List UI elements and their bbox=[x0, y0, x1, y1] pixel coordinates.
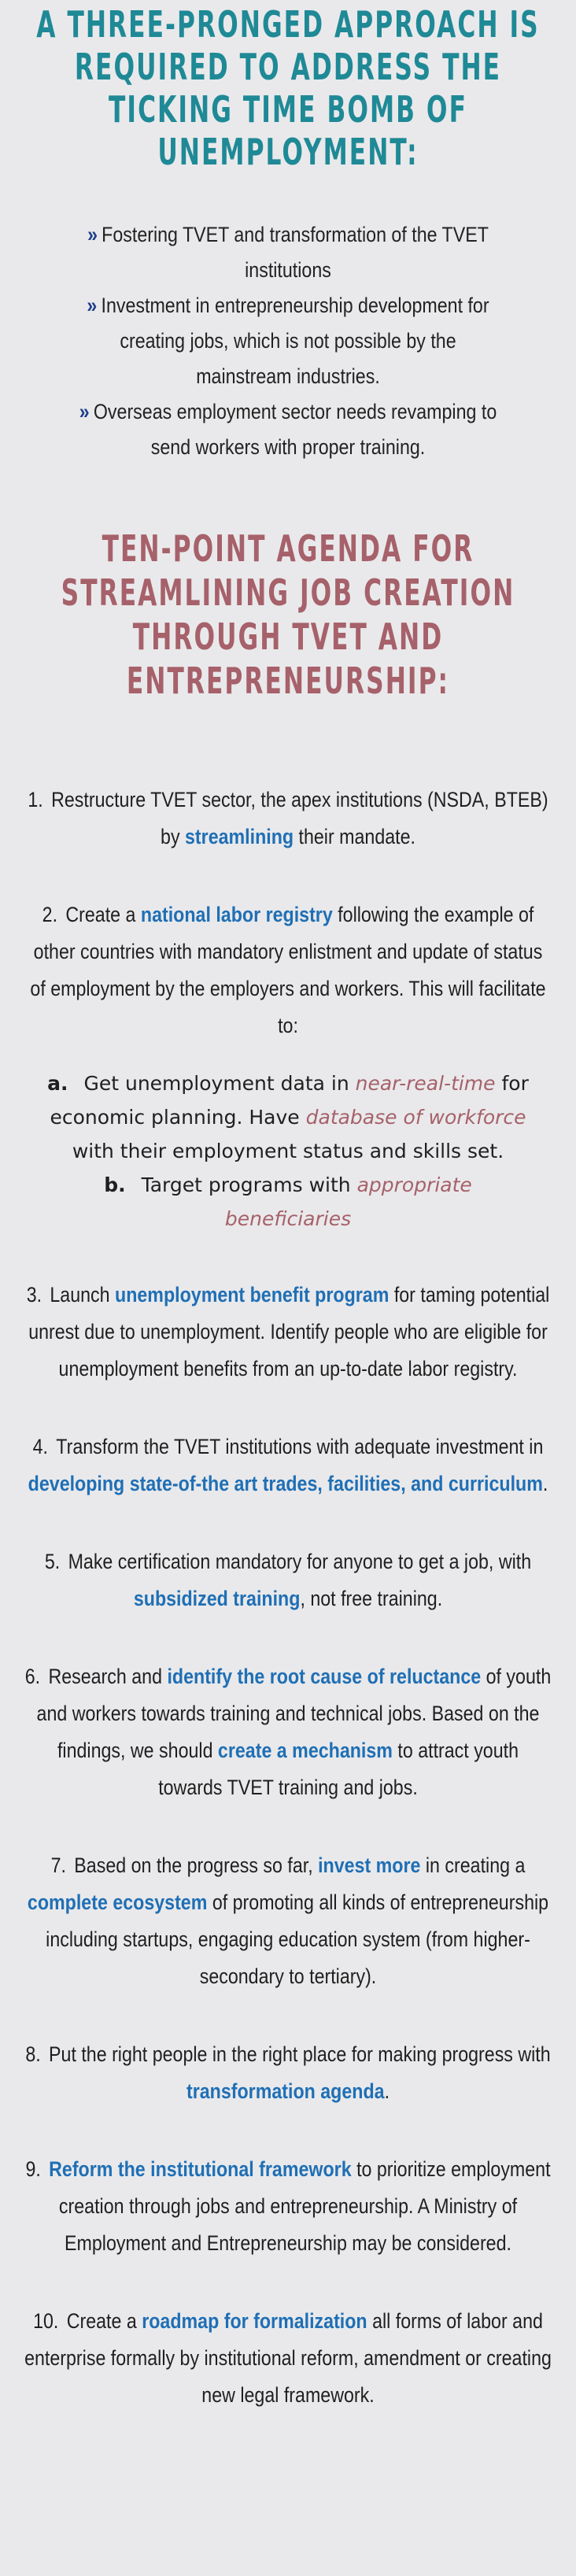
highlight-term: invest more bbox=[318, 1853, 421, 1877]
highlight-term: Reform the institutional framework bbox=[49, 2157, 352, 2181]
agenda-item-3: 3. Launch unemployment benefit program for taming potential unrest due to unemployment. Identify people who are eligible for unemployment benefits from an up-to-date labor registry. bbox=[26, 1283, 550, 1380]
agenda-item-2: 2. Create a national labor registry following the example of other countries with mandatory enlistment and update of status of employment by the employers and workers. This will facilitate to: a. Get unemployment data in near-real-time for economic planning. Have database of workforce with their employment status and skills set. b. Target programs with appropriate beneficiaries bbox=[20, 896, 556, 1236]
highlight-term: national labor registry bbox=[140, 903, 333, 926]
approach-bullet-item: » Overseas employment sector needs revamping to send workers with proper training. bbox=[79, 400, 497, 459]
approach-bullet-item: » Fostering TVET and transformation of the TVET institutions bbox=[87, 223, 489, 282]
agenda-item-7: 7. Based on the progress so far, invest more in creating a complete ecosystem of promoting all kinds of entrepreneurship including startups, engaging education system (from higher-secondary to tertiary). bbox=[27, 1853, 549, 1988]
agenda-sub-item-b: b. Target programs with appropriate beneficiaries bbox=[104, 1173, 472, 1230]
approach-bullet-item: » Investment in entrepreneurship development for creating jobs, which is not possible by the mainstream industries. bbox=[87, 294, 489, 388]
section-heading-approach: A THREE-PRONGED APPROACH IS REQUIRED TO ADDRESS THE TICKING TIME BOMB OF UNEMPLOYMENT: bbox=[36, 3, 540, 173]
highlight-term: near-real-time bbox=[355, 1072, 496, 1095]
highlight-term: database of workforce bbox=[305, 1106, 526, 1129]
agenda-sub-item-a: a. Get unemployment data in near-real-time for economic planning. Have database of workforce with their employment status and skills set. bbox=[47, 1072, 529, 1162]
highlight-term: complete ecosystem bbox=[27, 1890, 208, 1914]
highlight-term: identify the root cause of reluctance bbox=[167, 1665, 482, 1688]
approach-bullet-list bbox=[0, 217, 576, 465]
agenda-item-8: 8. Put the right people in the right place for making progress with transformation agenda. bbox=[25, 2042, 551, 2103]
section-heading-agenda: TEN-POINT AGENDA FOR STREAMLINING JOB CREATION THROUGH TVET AND ENTREPRENEURSHIP: bbox=[61, 527, 515, 702]
highlight-term: appropriate beneficiaries bbox=[224, 1173, 472, 1230]
agenda-item-6: 6. Research and identify the root cause of reluctance of youth and workers towards training and technical jobs. Based on the findings, we should create a mechanism to attract youth towards TVET training and jobs. bbox=[24, 1665, 552, 1799]
agenda-item-10: 10. Create a roadmap for formalization all forms of labor and enterprise formally by institutional reform, amendment or creating new legal framework. bbox=[24, 2309, 552, 2407]
highlight-term: create a mechanism bbox=[217, 1739, 393, 1762]
highlight-term: transformation agenda bbox=[186, 2079, 385, 2103]
highlight-term: streamlining bbox=[185, 825, 294, 848]
double-chevron-right-icon: » bbox=[87, 294, 98, 317]
agenda-item-5: 5. Make certification mandatory for anyone to get a job, with subsidized training, not free training. bbox=[44, 1550, 532, 1610]
double-chevron-right-icon: » bbox=[79, 400, 90, 423]
double-chevron-right-icon: » bbox=[87, 223, 98, 246]
agenda-item-1: 1. Restructure TVET sector, the apex institutions (NSDA, BTEB) by streamlining their mandate. bbox=[28, 788, 548, 848]
agenda-item-9: 9. Reform the institutional framework to prioritize employment creation through jobs and entrepreneurship. A Ministry of Employment and Entrepreneurship may be considered. bbox=[25, 2157, 551, 2255]
highlight-term: unemployment benefit program bbox=[115, 1283, 390, 1306]
agenda-list bbox=[0, 782, 576, 2414]
highlight-term: developing state-of-the art trades, facilities, and curriculum bbox=[28, 1472, 543, 1495]
agenda-sub-list bbox=[44, 1066, 532, 1236]
highlight-term: roadmap for formalization bbox=[142, 2309, 367, 2333]
highlight-term: subsidized training bbox=[133, 1587, 301, 1610]
agenda-item-4: 4. Transform the TVET institutions with adequate investment in developing state-of-the art trades, facilities, and curriculum. bbox=[28, 1435, 548, 1495]
